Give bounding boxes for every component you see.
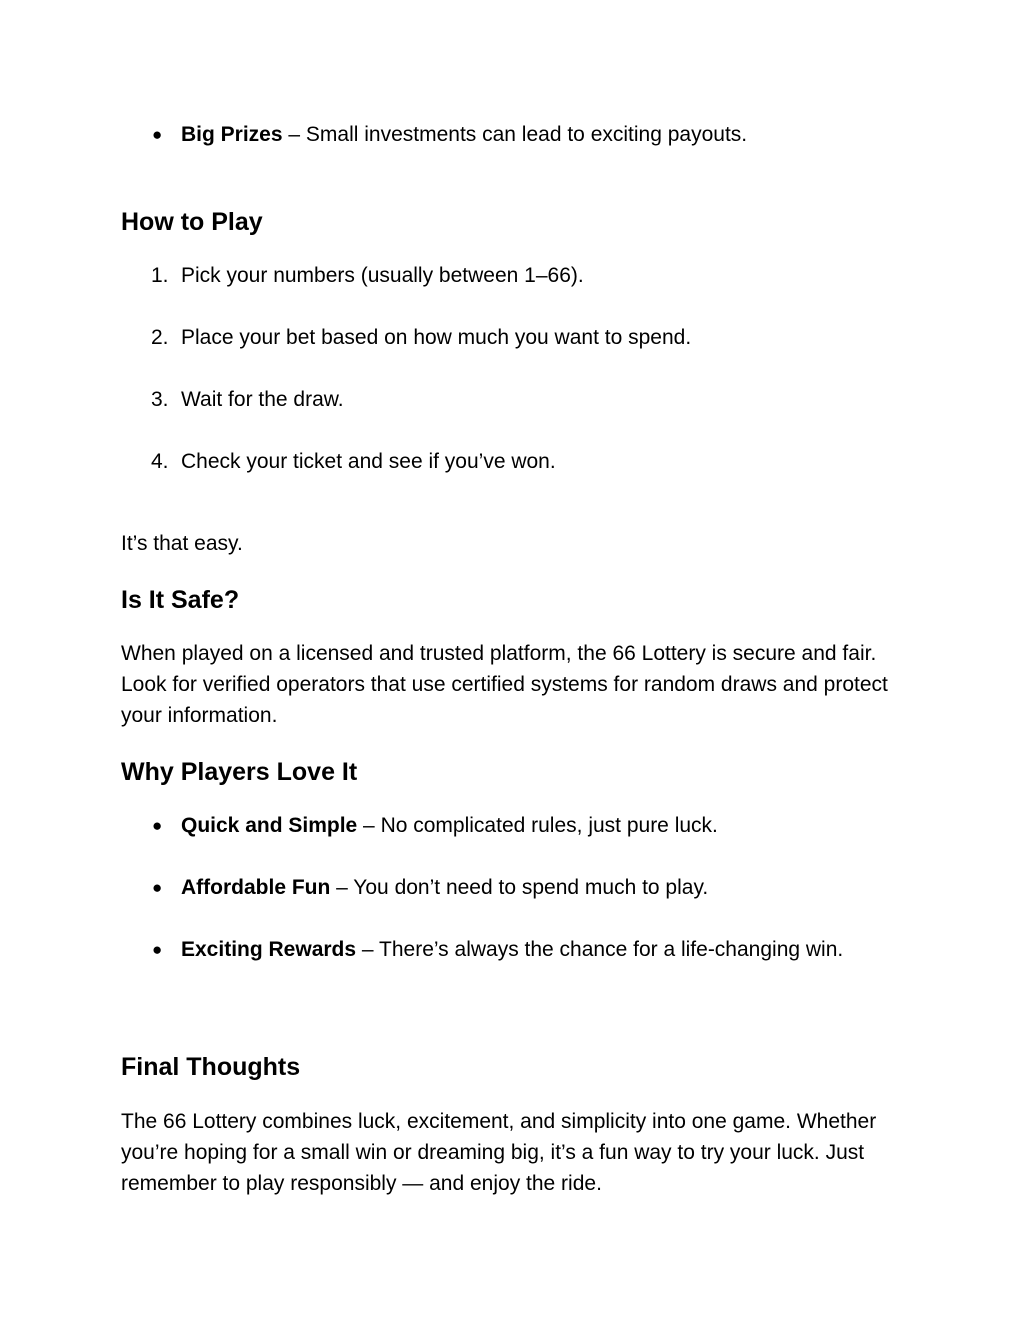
bullet-icon: ● xyxy=(152,125,163,144)
safety-paragraph: When played on a licensed and trusted platform, the 66 Lottery is secure and fair. Look for verified operators that use certified systems for random draws and protect your information. xyxy=(121,642,888,727)
bullet-icon: ● xyxy=(152,878,163,897)
list-number: 2. xyxy=(151,326,169,349)
final-thoughts-paragraph: The 66 Lottery combines luck, excitement, and simplicity into one game. Whether you’re hoping for a small win or dreaming big, it’s a fun way to try your luck. Just remember to play responsibly — and enjoy the ride. xyxy=(121,1110,877,1195)
section-heading-is-it-safe: Is It Safe? xyxy=(121,586,240,614)
list-item-description: – There’s always the chance for a life-changing win. xyxy=(356,938,844,961)
list-item-term: Big Prizes xyxy=(181,123,283,146)
list-item-text: Wait for the draw. xyxy=(181,388,344,411)
section-heading-final-thoughts: Final Thoughts xyxy=(121,1053,301,1081)
section-heading-how-to-play: How to Play xyxy=(121,208,263,236)
list-item-term: Exciting Rewards xyxy=(181,938,357,961)
list-item-description: – Small investments can lead to exciting payouts. xyxy=(282,123,748,146)
bullet-icon: ● xyxy=(152,940,163,959)
bullet-icon: ● xyxy=(152,816,163,835)
list-number: 1. xyxy=(151,264,169,287)
list-item-description: – You don’t need to spend much to play. xyxy=(330,876,709,899)
list-item-text: Place your bet based on how much you want to spend. xyxy=(181,326,692,349)
section-heading-why-players-love-it: Why Players Love It xyxy=(121,758,358,786)
list-item-term: Affordable Fun xyxy=(181,876,331,899)
list-item-term: Quick and Simple xyxy=(181,814,358,837)
list-item-text: Pick your numbers (usually between 1–66). xyxy=(181,264,584,287)
list-number: 4. xyxy=(151,450,169,473)
list-item-text: Check your ticket and see if you’ve won. xyxy=(181,450,556,473)
list-number: 3. xyxy=(151,388,169,411)
closing-line: It’s that easy. xyxy=(121,532,243,555)
list-item-description: – No complicated rules, just pure luck. xyxy=(357,814,718,837)
